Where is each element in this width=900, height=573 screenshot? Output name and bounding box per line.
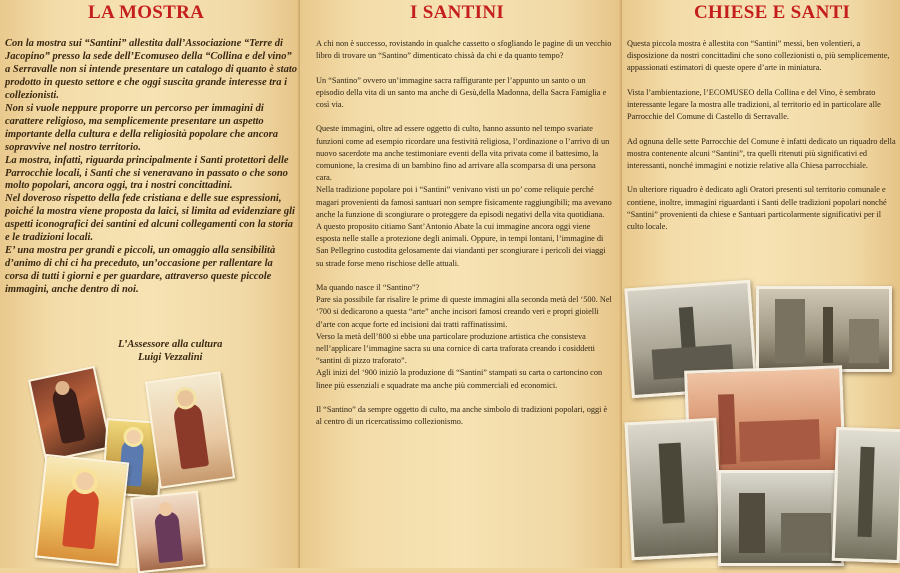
chiese-e-santi-text bbox=[627, 38, 899, 245]
panel-i-santini bbox=[300, 0, 622, 568]
paragraph: Con la mostra sui “Santini” allestita dall’Associazione “Terre di Jacopino” presso la sede dell’Ecomuseo della “Collina e del vino” a Serravalle non si intende presentare un catalogo di quanto è stato prodotto in questo settore e che oggi suscita grande interesse tra i collezionisti. bbox=[5, 38, 297, 101]
panel-la-mostra bbox=[0, 0, 300, 568]
church-postcard-image bbox=[624, 418, 723, 561]
church-postcard-image bbox=[756, 286, 892, 372]
la-mostra-text bbox=[5, 38, 297, 297]
paragraph: Un “Santino” ovvero un’immagine sacra raffigurante per l’appunto un santo o un episodio della vita di un santo ma anche di Gesù,della Madonna, della Sacra Famiglia e così via. bbox=[316, 75, 607, 109]
panel-title-la-mostra: LA MOSTRA bbox=[88, 2, 205, 23]
paragraph: Ad ognuna delle sette Parrocchie del Comune è infatti dedicato un riquadro della mostra contenente alcuni “Santini”, tra quelli ritenuti più significativi ed interessanti, nonché immagini e notizie relative alla Chiesa parrocchiale. bbox=[627, 136, 896, 170]
panel-title-chiese-e-santi: CHIESE E SANTI bbox=[694, 2, 851, 23]
paragraph: A chi non è successo, rovistando in qualche cassetto o sfogliando le pagine di un vecchio libro di trovare un “Santino” dimenticato chissà da chi e da quanto tempo? bbox=[316, 39, 612, 61]
i-santini-text bbox=[316, 38, 612, 441]
paragraph: Vista l’ambientazione, l’ECOMUSEO della Collina e del Vino, è sembrato interessante legare la mostra alle tradizioni, al territorio ed in particolare alle Parrocchie del Comune di Castello di Serravalle. bbox=[627, 87, 881, 122]
holy-card-image bbox=[28, 366, 112, 462]
panel-title-i-santini: I SANTINI bbox=[410, 2, 505, 23]
paragraph: Non si vuole neppure proporre un percorso per immagini di carattere religioso, ma semplicemente presentare un aspetto importante della cultura e della religiosità popolare che ancora sopravvive nel nostro territorio. bbox=[5, 102, 278, 153]
signature-name: Luigi Vezzalini bbox=[137, 352, 203, 363]
signature-role: L’Assessore alla cultura bbox=[118, 339, 223, 350]
paragraph: Un ulteriore riquadro è dedicato agli Oratori presenti sul territorio comunale e contiene, inoltre, immagini riguardanti i Santi delle tradizioni popolari nonché “Santini” provenienti da chiese e Santuari particolarmente significativi per il culto locale. bbox=[627, 185, 887, 231]
paragraph: E’ una mostra per grandi e piccoli, un omaggio alla sensibilità d’animo di chi ci ha preceduto, un’occasione per rallentare la corsa di tutti i giorni e per guardare, attraverso queste piccole immagini, anche dentro di noi. bbox=[5, 245, 276, 296]
holy-card-image bbox=[145, 371, 235, 489]
paragraph: La mostra, infatti, riguarda principalmente i Santi protettori delle Parrocchie locali, i Santi che si veneravano in passato o che sono molto popolari, ancora oggi, tra i nostri concittadini. bbox=[5, 154, 289, 192]
paragraph: Il “Santino” da sempre oggetto di culto, ma anche simbolo di tradizioni popolari, oggi è al centro di un ricercatissimo collezionismo. bbox=[316, 405, 608, 427]
holy-card-image bbox=[35, 454, 129, 566]
holy-card-image bbox=[130, 491, 206, 573]
paragraph: Ma quando nasce il “Santino”? Pare sia possibile far risalire le prime di queste immagini alla seconda metà del ‘500. Nel ‘700 si dedicarono a questa “arte” anche incisori famosi creando veri e propri gioielli d’arte con acque forte ed incisioni dai tratti raffinatissimi. Verso la metà dell’800 si ebbe una particolare produzione artistica che consisteva nell’applicare l’immagine sacra su una cornice di carta traforata creando i cosiddetti “santini di pizzo traforato”. Agli inizi del ‘900 iniziò la produzione di “Santini” stampati su carta o cartoncino con linee più essenziali e squadrate ma anche più commerciali ed economici. bbox=[316, 283, 612, 390]
paragraph: Queste immagini, oltre ad essere oggetto di culto, hanno assunto nel tempo svariate funzioni come ad esempio ricordare una festività religiosa, l’ordinazione o l’arrivo di un nuovo sacerdote ma anche testimoniare eventi della vita privata come il battesimo, la comunione, la cresima di un bambino fino ad arrivare alla scomparsa di una persona cara. Nella tradizione popolare poi i “Santini” venivano visti un po’ come reliquie perché magari provenienti da famosi santuari non sempre fisicamente raggiungibili; ma avevano anche la funzione di scongiurare o proteggere da episodi negativi della vita quotidiana. A questo proposito citiamo Sant’Antonio Abate la cui immagine ancora oggi viene esposta nelle stalle a protezione degli animali. Oppure, in tempi lontani, l’immagine di San Pellegrino custodita gelosamente dai viandanti per scongiurare i pericoli dei viaggi su strade forse meno rischiose delle attuali. bbox=[316, 124, 612, 268]
church-postcard-image bbox=[718, 470, 844, 566]
church-postcard-image bbox=[832, 427, 900, 563]
paragraph: Questa piccola mostra è allestita con “Santini” messi, ben volentieri, a disposizione da nostri concittadini che sono collezionisti o, più semplicemente, appassionati estimatori di queste opere d’arte in miniatura. bbox=[627, 39, 890, 73]
signature-block bbox=[118, 338, 222, 364]
paragraph: Nel doveroso rispetto della fede cristiana e delle sue espressioni, poiché la mostra viene proposta da laici, si limita ad evidenziare gli aspetti iconografici dei santini ed alcuni collegamenti con la storia e le tradizioni locali. bbox=[5, 193, 295, 244]
panel-chiese-e-santi bbox=[622, 0, 900, 568]
